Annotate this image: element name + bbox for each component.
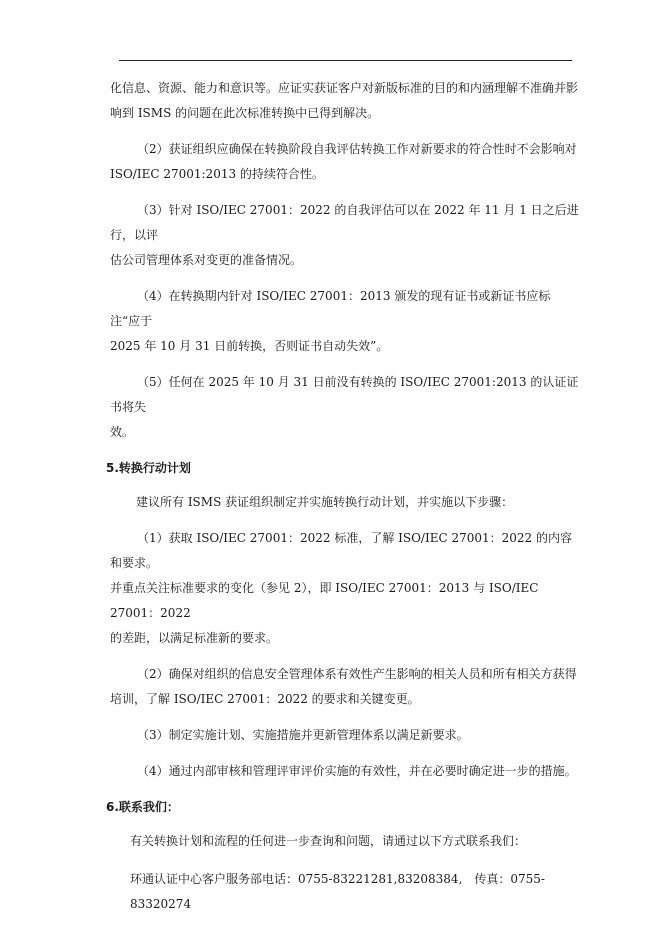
paragraph-line: （2）确保对组织的信息安全管理体系有效性产生影响的相关人员和所有相关方获得	[137, 667, 577, 681]
transition-item-4	[110, 284, 580, 359]
paragraph-line: （1）获取 ISO/IEC 27001：2022 标准，了解 ISO/IEC 27001：2022 的内容和要求。	[110, 531, 572, 570]
contact-phone-fax: 环通认证中心客户服务部电话：0755-83221281,83208384, 传真：0755-83320274	[130, 872, 545, 911]
header-rule	[119, 60, 572, 61]
section-heading-transition-plan: 5.转换行动计划	[106, 461, 191, 475]
paragraph-line: 化信息、资源、能力和意识等。应证实获证客户对新版标准的目的和内涵理解不准确并影	[110, 81, 579, 95]
paragraph-line: （5）任何在 2025 年 10 月 31 日前没有转换的 ISO/IEC 27001:2013 的认证证书将失	[110, 375, 579, 414]
transition-item-3	[110, 198, 580, 273]
paragraph-line: 并重点关注标准要求的变化（参见 2），即 ISO/IEC 27001：2013 与 ISO/IEC 27001：2022	[110, 581, 539, 620]
transition-item-5	[110, 370, 580, 445]
paragraph-line: ISO/IEC 27001:2013 的持续符合性。	[110, 167, 324, 181]
step-1	[110, 526, 580, 651]
step-2	[110, 662, 580, 712]
paragraph-line: 估公司管理体系对变更的准备情况。	[110, 253, 303, 267]
step-3	[110, 723, 580, 748]
paragraph-line: （4）通过内部审核和管理评审评价实施的有效性，并在必要时确定进一步的措施。	[137, 764, 577, 778]
paragraph-line: （4）在转换期内针对 ISO/IEC 27001：2013 颁发的现有证书或新证书应标注“应于	[110, 289, 551, 328]
paragraph-line: （3）制定实施计划、实施措施并更新管理体系以满足新要求。	[137, 728, 469, 742]
paragraph-line: 培训，了解 ISO/IEC 27001：2022 的要求和关键变更。	[110, 692, 420, 706]
section-heading-contact: 6.联系我们：	[106, 800, 179, 814]
paragraph-line: 2025 年 10 月 31 日前转换，否则证书自动失效”。	[110, 339, 389, 353]
paragraph-line: （3）针对 ISO/IEC 27001：2022 的自我评估可以在 2022 年 11 月 1 日之后进行，以评	[110, 203, 579, 242]
section-intro: 建议所有 ISMS 获证组织制定并实施转换行动计划，并实施以下步骤：	[136, 495, 514, 509]
paragraph-line: （2）获证组织应确保在转换阶段自我评估转换工作对新要求的符合性时不会影响对	[137, 142, 577, 156]
paragraph-line: 效。	[110, 425, 135, 439]
paragraph-line: 响到 ISMS 的问题在此次标准转换中已得到解决。	[110, 106, 380, 120]
document-body	[106, 76, 580, 930]
contact-intro: 有关转换计划和流程的任何进一步查询和问题，请通过以下方式联系我们：	[130, 834, 527, 848]
paragraph-line: 的差距，以满足标准新的要求。	[110, 631, 279, 645]
transition-item-2	[110, 137, 580, 187]
step-4	[110, 759, 580, 784]
continued-paragraph	[110, 76, 580, 126]
